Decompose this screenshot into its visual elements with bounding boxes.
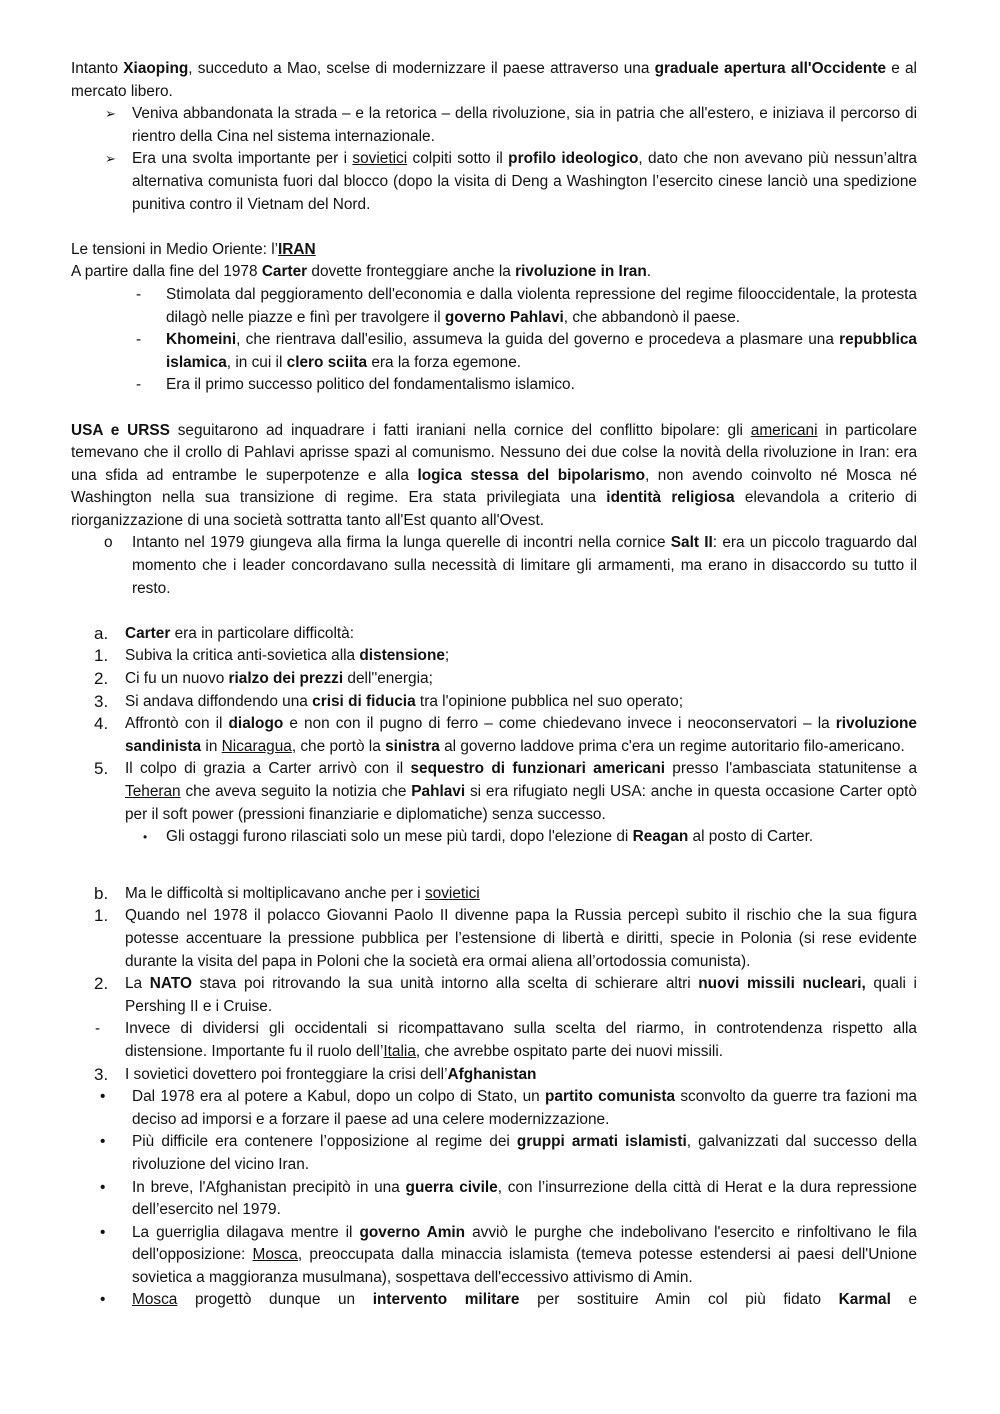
small-bullet-icon: • (143, 830, 148, 845)
numbered-item: 3. I sovietici dovettero poi fronteggiare la crisi dell’Afghanistan (71, 1064, 917, 1087)
letter-marker: b. (94, 883, 109, 903)
dash-list-item: - Khomeini, che rientrava dall'esilio, assumeva la guida del governo e procedeva a plasmare una repubblica islamica, in cui il clero sciita era la forza egemone. (136, 331, 917, 371)
list-heading-b: b. Ma le difficoltà si moltiplicavano anche per i sovietici (71, 883, 917, 906)
spacer (71, 849, 917, 883)
bullet-item: • Più difficile era contenere l’opposizione al regime dei gruppi armati islamisti, galvanizzati dal successo della rivoluzione del vicino Iran. (100, 1133, 917, 1173)
list-heading-a: a. Carter era in particolare difficoltà: (71, 623, 917, 646)
bullet-item: • In breve, l'Afghanistan precipitò in una guerra civile, con l’insurrezione della città di Herat e la dura repressione dell’esercito nel 1979. (100, 1178, 917, 1219)
number-marker: 1. (94, 906, 109, 926)
circle-bullet-icon: o (104, 534, 113, 552)
dash-list-item: - Invece di dividersi gli occidentali si ricompattavano sulla scelta del riarmo, in controtendenza rispetto alla distensione. Importante fu il ruolo dell’Italia, che avrebbe ospitato parte dei nuovi missili. (95, 1020, 917, 1060)
letter-marker: a. (94, 623, 109, 643)
arrow-bullet-item: ➢ Veniva abbandonata la strada – e la retorica – della rivoluzione, sia in patria che all'estero, e iniziava il percorso di rientro della Cina nel sistema internazionale. (105, 105, 917, 145)
dash-marker: - (136, 331, 142, 349)
paragraph-usa-urss: USA e URSS seguitarono ad inquadrare i fatti iraniani nella cornice del conflitto bipolare: gli americani in particolare temevano che il crollo di Pahlavi aprisse spazi al comunismo. Nessuno dei due colse la novità della rivoluzione in Iran: era una sfida ad entrambe le superpotenze e alla logica stessa del bipolarismo, non avendo coinvolto né Mosca né Washington nella sua transizione di regime. Era stata privilegiata una identità religiosa elevandola a criterio di riorganizzazione di una società sottratta tanto all'Est quanto all'Ovest. (71, 421, 918, 529)
numbered-item: 1. Subiva la critica anti-sovietica alla distensione; (71, 645, 917, 668)
number-marker: 3. (94, 691, 109, 711)
arrow-bullet-icon: ➢ (105, 106, 116, 122)
number-marker: 1. (94, 646, 109, 666)
number-marker: 3. (94, 1064, 109, 1084)
document-page (71, 58, 917, 1312)
dash-marker: - (136, 376, 142, 394)
dash-marker: - (136, 285, 142, 303)
numbered-item: 2. La NATO stava poi ritrovando la sua unità intorno alla scelta di schierare altri nuovi missili nucleari, quali i Pershing II e i Cruise. (94, 974, 917, 1015)
sub-bullet-item: • Gli ostaggi furono rilasciati solo un mese più tardi, dopo l'elezione di Reagan al posto di Carter. (71, 826, 917, 849)
dash-list-item: - Era il primo successo politico del fondamentalismo islamico. (71, 374, 917, 397)
number-marker: 2. (94, 974, 109, 994)
section-heading-iran: Le tensioni in Medio Oriente: l’IRAN (71, 240, 316, 258)
bullet-icon: • (100, 1133, 106, 1151)
numbered-item: 4. Affrontò con il dialogo e non con il pugno di ferro – come chiedevano invece i neoconservatori – la rivoluzione sandinista in Nicaragua, che portò la sinistra al governo laddove prima c'era un regime autoritario filo-americano. (94, 714, 917, 755)
numbered-item: 3. Si andava diffondendo una crisi di fiducia tra l'opinione pubblica nel suo operato; (71, 691, 917, 714)
dash-list-item: - Stimolata dal peggioramento dell'economia e dalla violenta repressione del regime filooccidentale, la protesta dilagò nelle piazze e finì per travolgere il governo Pahlavi, che abbandonò il paese. (136, 285, 917, 326)
arrow-bullet-icon: ➢ (105, 151, 116, 167)
circle-list-item: o Intanto nel 1979 giungeva alla firma la lunga querelle di incontri nella cornice Salt II: era un piccolo traguardo dal momento che i leader concordavano sulla necessità di limitare gli armamenti, ma erano in disaccordo su tutto il resto. (104, 534, 917, 597)
spacer (71, 397, 917, 420)
bullet-icon: • (100, 1088, 106, 1106)
paragraph-xiaoping: Intanto Xiaoping, succeduto a Mao, scelse di modernizzare il paese attraverso una graduale apertura all'Occidente e al mercato libero. (71, 60, 917, 100)
spacer (71, 216, 917, 239)
spacer (71, 600, 917, 623)
numbered-item: 1. Quando nel 1978 il polacco Giovanni Paolo II divenne papa la Russia percepì subito il rischio che la sua figura potesse accentuare la pressione pubblica per l’estensione di libertà e diritti, specie in Polonia (si rese evidente durante la visita del papa in Poloni che la società era ormai aliena all’ortodossia comunista). (94, 906, 917, 970)
bullet-icon: • (100, 1178, 106, 1196)
number-marker: 4. (94, 714, 109, 734)
numbered-item: 2. Ci fu un nuovo rialzo dei prezzi dell''energia; (71, 668, 917, 691)
bullet-icon: • (100, 1291, 106, 1309)
bullet-item: • Dal 1978 era al potere a Kabul, dopo un colpo di Stato, un partito comunista sconvolto da guerre tra fazioni ma deciso ad imporsi e a forzare il paese ad una celere modernizzazione. (100, 1088, 917, 1128)
number-marker: 2. (94, 669, 109, 689)
dash-marker: - (95, 1020, 101, 1038)
numbered-item: 5. Il colpo di grazia a Carter arrivò con il sequestro di funzionari americani presso l'ambasciata statunitense a Teheran che aveva seguito la notizia che Pahlavi si era rifugiato negli USA: anche in questa occasione Carter optò per il soft power (pressioni finanziarie e diplomatiche) senza successo. (94, 759, 918, 823)
bullet-item: • Mosca progettò dunque un intervento militare per sostituire Amin col più fidato Karmal e (71, 1289, 917, 1312)
arrow-bullet-item: ➢ Era una svolta importante per i sovietici colpiti sotto il profilo ideologico, dato che non avevano più nessun’altra alternativa comunista fuori dal blocco (dopo la visita di Deng a Washington l’esercito cinese lanciò una spedizione punitiva contro il Vietnam del Nord. (105, 150, 917, 213)
paragraph-iran-intro: A partire dalla fine del 1978 Carter dovette fronteggiare anche la rivoluzione in Iran. (71, 263, 652, 281)
number-marker: 5. (94, 759, 109, 779)
bullet-icon: • (100, 1223, 106, 1241)
bullet-item: • La guerriglia dilagava mentre il governo Amin avviò le purghe che indebolivano l'esercito e rinfoltivano le fila dell'opposizione: Mosca, preoccupata dalla minaccia islamista (temeva potesse estendersi ai paesi dell'Unione sovietica a maggioranza musulmana), sospettava dell'eccessivo attivismo di Amin. (100, 1223, 917, 1286)
